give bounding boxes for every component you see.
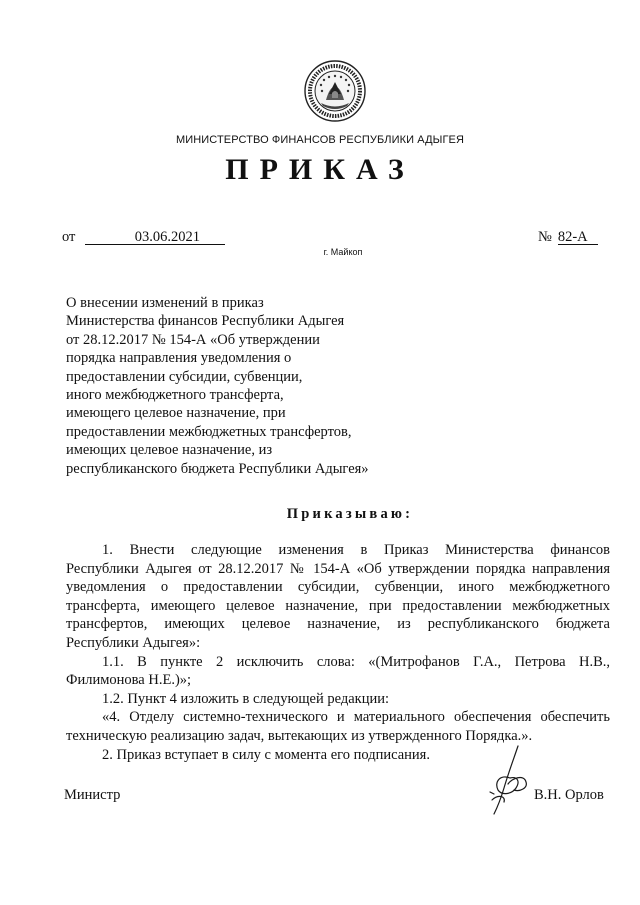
number-row [538,229,598,246]
handwritten-signature [484,744,532,816]
body-line: техническую реализацию задач, вытекающих из утвержденного Порядка.». [66,727,533,744]
order-subject [66,294,396,478]
subject-line: порядка направления уведомления о [66,350,292,367]
document-type-title: ПРИКАЗ [225,153,415,186]
signer-title: Министр [64,787,121,803]
body-line: «4. Отделу системно-технического и материального обеспечения обеспечить [102,709,610,726]
subject-line: иного межбюджетного трансферта, [66,387,284,404]
city-label: г. Майкоп [323,247,363,257]
order-body [66,541,610,764]
subject-line: от 28.12.2017 № 154-А «Об утверждении [66,331,320,348]
body-line: Республики Адыгея от 28.12.2017 № 154-А «Об утверждении порядка направления [66,560,610,577]
order-date: 03.06.2021 [85,230,225,245]
date-row [62,229,225,246]
body-line: Республики Адыгея»: [66,634,201,651]
order-number: 82-А [558,230,598,245]
body-line: трансферта, имеющего целевое назначение, при предоставлении межбюджетных [66,597,610,614]
body-line: 1. Внести следующие изменения в Приказ Министерства финансов [102,542,610,558]
body-line: Филимонова Н.Е.)»; [66,672,192,689]
subject-line: республиканского бюджета Республики Адыгея» [66,460,369,477]
ministry-name: МИНИСТЕРСТВО ФИНАНСОВ РЕСПУБЛИКИ АДЫГЕЯ [175,134,465,146]
subject-line: О внесении изменений в приказ [66,295,264,311]
body-line: 1.2. Пункт 4 изложить в следующей редакции: [102,690,390,707]
number-prefix: № [538,229,552,245]
subject-line: имеющих целевое назначение, из [66,442,273,459]
subject-line: предоставлении субсидии, субвенции, [66,368,303,385]
coat-of-arms-icon [304,60,366,122]
body-line: 2. Приказ вступает в силу с момента его подписания. [102,746,430,763]
body-line: 1.1. В пункте 2 исключить слова: «(Митрофанов Г.А., Петрова Н.В., [102,653,610,670]
signer-name: В.Н. Орлов [534,787,604,803]
body-line: уведомления о предоставлении субсидии, субвенции, иного межбюджетного [66,579,610,596]
subject-line: предоставлении межбюджетных трансфертов, [66,423,352,440]
subject-line: Министерства финансов Республики Адыгея [66,313,345,330]
subject-line: имеющего целевое назначение, при [66,405,286,422]
date-prefix: от [62,229,76,245]
body-line: трансфертов, имеющих целевое назначение, из республиканского бюджета [66,616,610,633]
order-heading: Приказываю: [286,506,414,522]
